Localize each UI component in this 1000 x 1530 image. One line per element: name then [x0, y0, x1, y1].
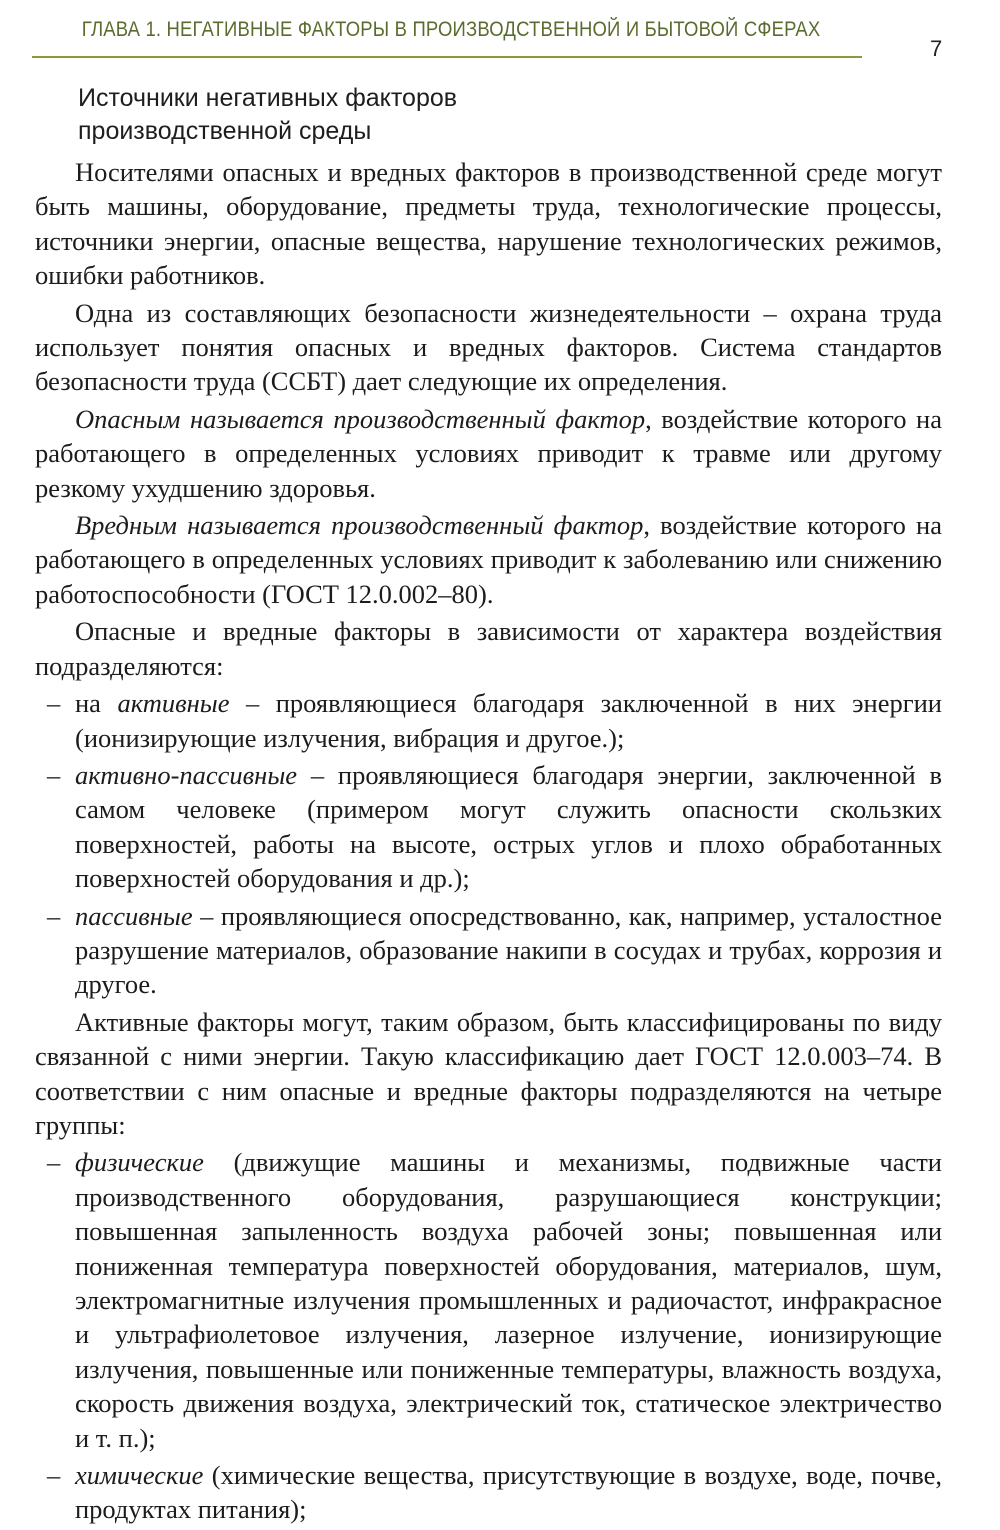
- list-item-term: активно-пассивные: [75, 759, 298, 790]
- section-title-line-1: Источники негативных факторов: [78, 84, 458, 112]
- header-rule: [32, 56, 862, 58]
- list-item-text: – проявляющиеся опосредствованно, как, например, усталостное разрушение материалов, образование накипи в сосудах и трубах, коррозия и другое.: [75, 900, 942, 1000]
- list-item-chemical: [35, 1458, 942, 1527]
- list-dash: –: [47, 900, 61, 931]
- definition-text-harmful: , воздействие которого на работающего в определенных условиях приводит к заболеванию или снижению работоспособности (ГОСТ 12.0.002–80).: [35, 510, 942, 609]
- list-dash: –: [47, 759, 61, 790]
- paragraph-5: Опасные и вредные факторы в зависимости от характера воздействия подразделяются:: [35, 616, 942, 681]
- paragraph-4: [35, 508, 942, 611]
- list-item-text: (химические вещества, присутствующие в воздухе, воде, почве, продуктах питания);: [75, 1460, 942, 1525]
- definition-term-dangerous: Опасным называется производственный фактор: [75, 403, 646, 434]
- list-item-term: физические: [75, 1147, 204, 1178]
- section-title: [78, 82, 778, 148]
- page-number: 7: [930, 36, 943, 61]
- list-dash: –: [47, 688, 61, 719]
- list-dash: –: [47, 1460, 61, 1491]
- list-item-term: пассивные: [75, 900, 193, 931]
- paragraph-6: Активные факторы могут, таким образом, быть классифицированы по виду связанной с ними энергии. Такую классификацию дает ГОСТ 12.0.003–74. В соответствии с ним опасные и вредные факторы подразделяются на четыре группы:: [35, 1006, 942, 1140]
- list-item-physical: [35, 1145, 942, 1455]
- definition-term-harmful: Вредным называется производственный фактор: [75, 510, 644, 541]
- list-item-active-passive: [35, 758, 942, 896]
- list-item-prefix: на: [75, 688, 118, 719]
- running-head: ГЛАВА 1. НЕГАТИВНЫЕ ФАКТОРЫ В ПРОИЗВОДСТВЕННОЙ И БЫТОВОЙ СФЕРАХ: [81, 18, 821, 41]
- list-dash: –: [47, 1147, 61, 1178]
- section-title-line-2: производственной среды: [78, 117, 372, 145]
- paragraph-2: Одна из составляющих безопасности жизнедеятельности – охрана труда использует понятия опасных и вредных факторов. Система стандартов безопасности труда (ССБТ) дает следующие их определения.: [35, 297, 942, 397]
- list-item-text: (движущие машины и механизмы, подвижные части производственного оборудования, разрушающиеся конструкции; повышенная запыленность воздуха рабочей зоны; повышенная или пониженная температура поверхностей оборудования, материалов, шум, электромагнитные излучения промышленных и радиочастот, инфракрасное и ультрафиолетовое излучения, лазерное излучение, ионизирующие излучения, повышенные или пониженные температуры, влажность воздуха, скорость движения воздуха, электрический ток, статическое электричество и т. п.);: [75, 1147, 942, 1453]
- list-item-passive: [35, 899, 942, 1002]
- body-text: [35, 155, 942, 1530]
- list-item-term: активные: [117, 688, 230, 719]
- list-item-text: – проявляющиеся благодаря энергии, заключенной в самом человеке (примером могут служить опасности скользких поверхностей, работы на высоте, острых углов и плохо обработанных поверхностей оборудования и др.);: [75, 759, 942, 894]
- list-item-active: [35, 686, 942, 755]
- list-item-term: химические: [75, 1460, 204, 1491]
- paragraph-1: Носителями опасных и вредных факторов в производственной среде могут быть машины, оборудование, предметы труда, технологические процессы, источники энергии, опасные вещества, нарушение технологических режимов, ошибки работников.: [35, 157, 942, 291]
- definition-text-dangerous: , воздействие которого на работающего в определенных условиях приводит к травме или другому резкому ухудшению здоровья.: [35, 403, 942, 503]
- list-item-text: – проявляющиеся благодаря заключенной в них энергии (ионизирующие излучения, вибрация и другое.);: [75, 688, 942, 753]
- paragraph-3: [35, 402, 942, 505]
